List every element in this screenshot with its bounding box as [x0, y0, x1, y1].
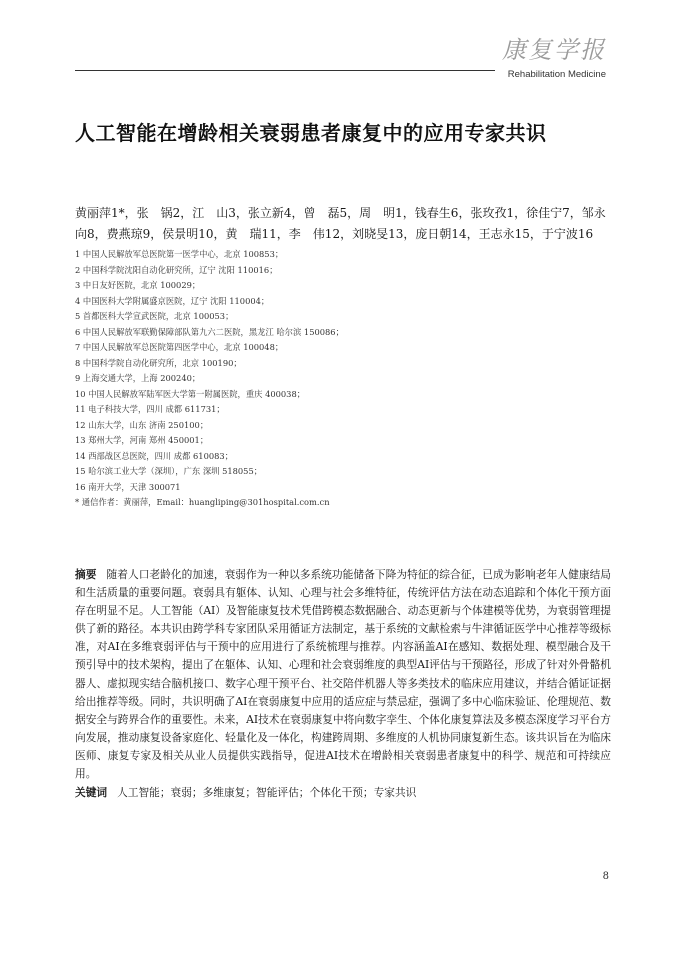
affiliation-item: * 通信作者：黄丽萍，Email：huangliping@301hospital.com.cn: [75, 497, 330, 507]
keywords-text: 人工智能；衰弱；多维康复；智能评估；个体化干预；专家共识: [117, 786, 417, 799]
journal-name-en: Rehabilitation Medicine: [507, 69, 606, 80]
affiliation-item: 6 中国人民解放军联勤保障部队第九六二医院，黑龙江 哈尔滨 150086；: [75, 326, 344, 337]
affiliation-item: 1 中国人民解放军总医院第一医学中心，北京 100853；: [75, 249, 284, 259]
affiliation-item: 5 首都医科大学宣武医院，北京 100053；: [75, 311, 234, 321]
affiliation-item: 11 电子科技大学，四川 成都 611731；: [75, 404, 225, 414]
article-title: 人工智能在增龄相关衰弱患者康复中的应用专家共识: [75, 121, 547, 145]
affiliation-item: 12 山东大学，山东 济南 250100；: [75, 419, 209, 430]
affiliation-item: 13 郑州大学，河南 郑州 450001；: [75, 435, 209, 445]
affiliation-item: 14 西部战区总医院，四川 成都 610083；: [75, 450, 234, 461]
affiliation-item: 10 中国人民解放军陆军医大学第一附属医院，重庆 400038；: [75, 388, 306, 399]
abstract-label: 摘要: [75, 568, 97, 581]
abstract-paragraph: [75, 566, 611, 783]
affiliation-item: 9 上海交通大学，上海 200240；: [75, 373, 201, 383]
affiliation-item: 8 中国科学院自动化研究所，北京 100190；: [75, 357, 242, 368]
affiliation-item: 7 中国人民解放军总医院第四医学中心，北京 100048；: [75, 342, 284, 352]
affiliation-item: 4 中国医科大学附属盛京医院，辽宁 沈阳 110004；: [75, 295, 270, 306]
journal-logo: [502, 36, 606, 80]
abstract-text: 随着人口老龄化的加速，衰弱作为一种以多系统功能储备下降为特征的综合征，已成为影响老年人健康结局和生活质量的重要问题。衰弱具有躯体、认知、心理与社会多维特征，传统评估方法在动态追踪和个体化干预方面存在明显不足。人工智能（AI）及智能康复技术凭借跨模态数据融合、动态更新与个体建模等优势，为衰弱管理提供了新的路径。本共识由跨学科专家团队采用循证方法制定，基于系统的文献检索与牛津循证医学中心推荐等级标准，对AI在多维衰弱评估与干预中的应用进行了系统梳理与推荐。内容涵盖AI在感知、数据处理、模型融合及干预引导中的技术架构，提出了在躯体、认知、心理和社会衰弱维度的典型AI评估与干预路径，形成了针对外骨骼机器人、虚拟现实结合脑机接口、数字心理干预平台、社交陪伴机器人等多类技术的临床应用建议，并结合循证证据给出推荐等级。同时，共识明确了AI在衰弱康复中应用的适应症与禁忌症，强调了多中心临床验证、伦理规范、数据安全与跨界合作的重要性。未来，AI技术在衰弱康复中将向数字孪生、个体化康复算法及多模态深度学习平台方向发展，推动康复设备家庭化、轻量化及一体化，构建跨周期、多维度的人机协同康复新生态。该共识旨在为临床医师、康复专家及相关从业人员提供实践指导，促进AI技术在增龄相关衰弱患者康复中的科学、规范和可持续应用。: [75, 568, 611, 781]
affiliation-item: 2 中国科学院沈阳自动化研究所，辽宁 沈阳 110016；: [75, 264, 278, 275]
page-number: 8: [602, 871, 609, 882]
keywords-label: 关键词: [75, 786, 108, 799]
affiliation-list: [75, 247, 615, 511]
header-divider: [75, 70, 495, 71]
affiliation-item: 15 哈尔滨工业大学（深圳），广东 深圳 518055；: [75, 466, 263, 476]
author-list: 黄丽萍1*，张 锅2，江 山3，张立新4，曾 磊5，周 明1，钱春生6，张玫孜1，徐佳宁7，邹永向8，费燕琼9，侯景明10，黄 瑞11，李 伟12，刘晓旻13，庞日朝14，王志永15，于宁波16: [75, 206, 606, 241]
affiliation-item: 3 中日友好医院，北京 100029；: [75, 280, 201, 290]
journal-name-cn: 康复学报: [502, 36, 606, 64]
keywords-line: [75, 784, 611, 802]
affiliation-item: 16 南开大学，天津 300071: [75, 481, 181, 492]
